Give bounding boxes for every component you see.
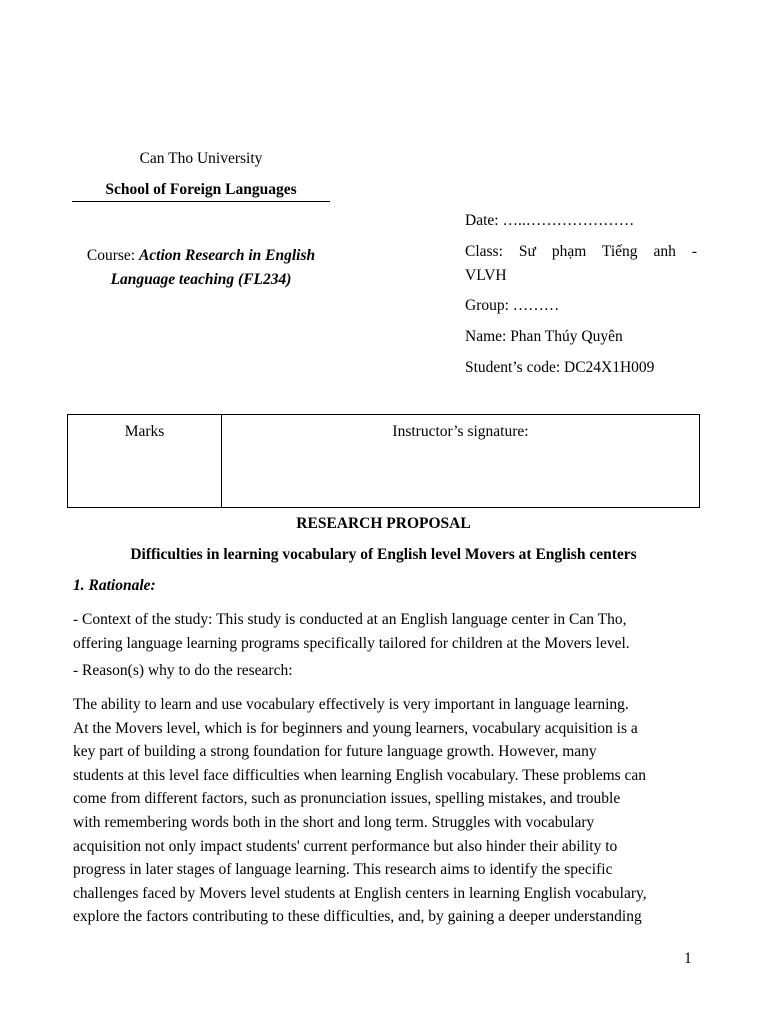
school-name: School of Foreign Languages (105, 181, 297, 198)
paragraph-line: The ability to learn and use vocabulary effectively is very important in language learning. (73, 696, 629, 713)
page-number: 1 (684, 950, 692, 967)
paragraph-line: acquisition not only impact students' current performance but also hinder their ability to (73, 837, 618, 855)
rationale-heading: 1. Rationale: (73, 577, 156, 594)
class-field-line2: VLVH (465, 267, 507, 284)
group-field: Group: ……… (465, 297, 560, 314)
context-line: - Context of the study: This study is conducted at an English language center in Can Tho, (73, 611, 627, 628)
name-field: Name: Phan Thúy Quyên (465, 328, 623, 345)
paragraph-line: At the Movers level, which is for beginners and young learners, vocabulary acquisition is a (73, 719, 638, 737)
university-name: Can Tho University (139, 150, 263, 167)
paragraph-line: challenges faced by Movers level students at English centers in learning English vocabulary, (73, 884, 647, 902)
course-name-line2: Language teaching (FL234) (110, 271, 292, 288)
signature-cell (222, 415, 700, 508)
course-prefix: Course: (86, 247, 139, 264)
proposal-title: Difficulties in learning vocabulary of English level Movers at English centers (130, 546, 637, 563)
reasons-label: - Reason(s) why to do the research: (73, 662, 293, 679)
paragraph-line: progress in later stages of language learning. This research aims to identify the specific (73, 861, 613, 879)
context-line: offering language learning programs specifically tailored for children at the Movers level. (73, 634, 630, 652)
date-field: Date: …..………………… (465, 212, 635, 229)
rationale-paragraph (73, 693, 697, 929)
course-name-line1: Action Research in English (138, 247, 316, 264)
paragraph-line: key part of building a strong foundation for future language growth. However, many (73, 743, 597, 761)
header-divider (72, 201, 330, 202)
context-block (73, 608, 697, 655)
paragraph-line: come from different factors, such as pronunciation issues, spelling mistakes, and trouble (73, 790, 621, 808)
paragraph-line: with remembering words both in the short and long term. Struggles with vocabulary (73, 813, 595, 831)
paragraph-line: explore the factors contributing to these difficulties, and, by gaining a deeper understanding (73, 908, 642, 926)
marks-table (67, 414, 700, 508)
proposal-heading: RESEARCH PROPOSAL (296, 515, 471, 532)
class-field-line1: Class: Sư phạm Tiếng anh - (465, 243, 697, 260)
signature-label: Instructor’s signature: (392, 423, 529, 440)
course-block (72, 244, 330, 292)
section1-heading (73, 577, 697, 595)
paragraph-line: students at this level face difficulties when learning English vocabulary. These problems can (73, 766, 647, 784)
student-code-field: Student’s code: DC24X1H009 (465, 359, 655, 376)
marks-label: Marks (124, 423, 165, 440)
marks-cell (68, 415, 222, 508)
